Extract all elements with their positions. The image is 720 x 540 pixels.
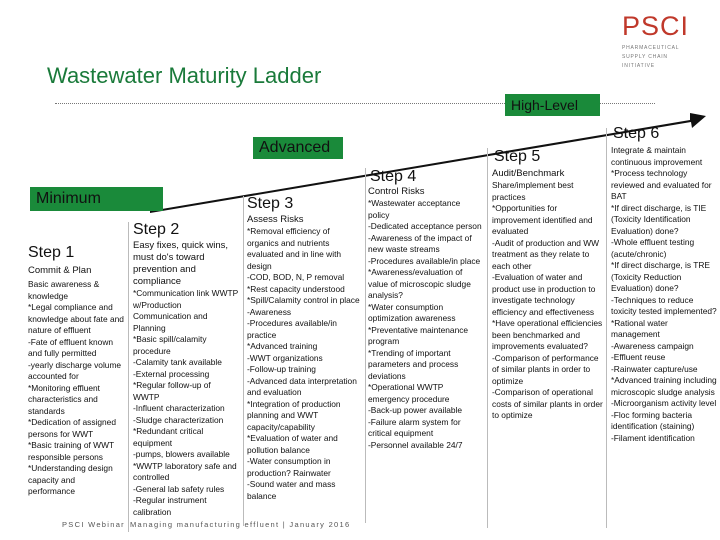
step2-items: *Communication link WWTP w/Production Communication and Planning *Basic spill/calamity procedure -Calamity tank available -External processing *Regular follow-up of WWTP -Influent characterization -Sludge characterization *Redundant critical equipment -pumps, blowers available *WWTP laboratory safe and controlled -General lab safety rules -Regular instrument calibration	[133, 288, 239, 517]
step3-title: Step 3	[247, 195, 294, 212]
logo-subtitle: PHARMACEUTICAL SUPPLY CHAIN INITIATIVE	[622, 45, 680, 69]
step5-items: Share/implement best practices *Opportunities for improvement identified and evaluated -Audit of production and WW treatment as they relate to each other -Evaluation of water and product use in production to investigate technology efficiency and effectiveness *Have operational efficiencies been benchmarked and improvements evaluated? -Comparison of performance of similar plants in order to optimize -Comparison of operational costs of similar plants in order to optimize	[492, 180, 603, 420]
step1-column	[28, 265, 124, 498]
step5-title: Step 5	[494, 148, 541, 165]
step2-title: Step 2	[133, 221, 180, 238]
separator	[487, 148, 488, 528]
step6-items: Integrate & maintain continuous improvement *Process technology reviewed and evaluated for BAT *If direct discharge, is TIE (Toxicity Identification Evaluation) done? -Whole effluent testing (acute/chronic) *If direct discharge, is TRE (Toxicity Reduction Evaluation) done? -Techniques to reduce toxicity tested implemented? *Rational water management -Awareness campaign -Effluent reuse -Rainwater capture/use *Advanced training including microscopic sludge analysis -Microorganism activity level -Floc forming bacteria identification (staining) -Filament identification	[611, 145, 717, 443]
step1-subtitle: Commit & Plan	[28, 265, 92, 276]
logo-mark: PSCI	[622, 11, 690, 41]
separator	[606, 128, 607, 528]
step4-subtitle: Control Risks	[368, 186, 425, 197]
step4-title: Step 4	[370, 168, 417, 185]
footer-right: Managing manufacturing effluent | January 2016	[130, 520, 351, 529]
footer-left: PSCI Webinar	[62, 520, 125, 529]
level-advanced: Advanced	[253, 137, 343, 159]
step3-column	[247, 214, 362, 502]
step2-subtitle: Easy fixes, quick wins, must do's toward prevention and compliance	[133, 240, 229, 287]
separator	[128, 222, 129, 532]
step4-items: *Wastewater acceptance policy -Dedicated acceptance person -Awareness of the impact of new waste streams -Procedures available/in place *Awareness/evaluation of value of microscopic sludge analysis? *Water consumption optimization awareness *Preventative maintenance program *Trending of important parameters and process deviations *Operational WWTP emergency procedure -Back-up power available -Failure alarm system for critical equipment -Personnel available 24/7	[368, 198, 482, 450]
step3-subtitle: Assess Risks	[247, 214, 304, 225]
page-title: Wastewater Maturity Ladder	[47, 63, 322, 88]
step5-column	[492, 168, 604, 422]
level-minimum: Minimum	[30, 187, 163, 211]
step2-column	[133, 240, 239, 518]
step3-items: *Removal efficiency of organics and nutrients evaluated and in line with design -COD, BOD, N, P removal *Rest capacity understood *Spill/Calamity control in place -Awareness -Procedures available/in practice *Advanced training -WWT organizations -Follow-up training -Advanced data interpretation and evaluation *Integration of production planning and WWT capacity/capability *Evaluation of water and pollution balance -Water consumption in production? Rainwater -Sound water and mass balance	[247, 226, 360, 501]
step4-column	[368, 186, 484, 451]
step6-title: Step 6	[613, 125, 660, 142]
step1-items: Basic awareness & knowledge *Legal compliance and knowledge about fate and nature of effluent -Fate of effluent known and fully permitted -yearly discharge volume accounted for *Monitoring effluent characteristics and standards *Dedication of assigned persons for WWT *Basic training of WWT responsible persons *Understanding design capacity and performance	[28, 279, 124, 496]
separator	[243, 196, 244, 526]
separator	[365, 168, 366, 523]
step5-subtitle: Audit/Benchmark	[492, 168, 565, 179]
level-high: High-Level	[505, 94, 600, 116]
step1-title: Step 1	[28, 244, 75, 261]
step6-column	[611, 145, 718, 444]
